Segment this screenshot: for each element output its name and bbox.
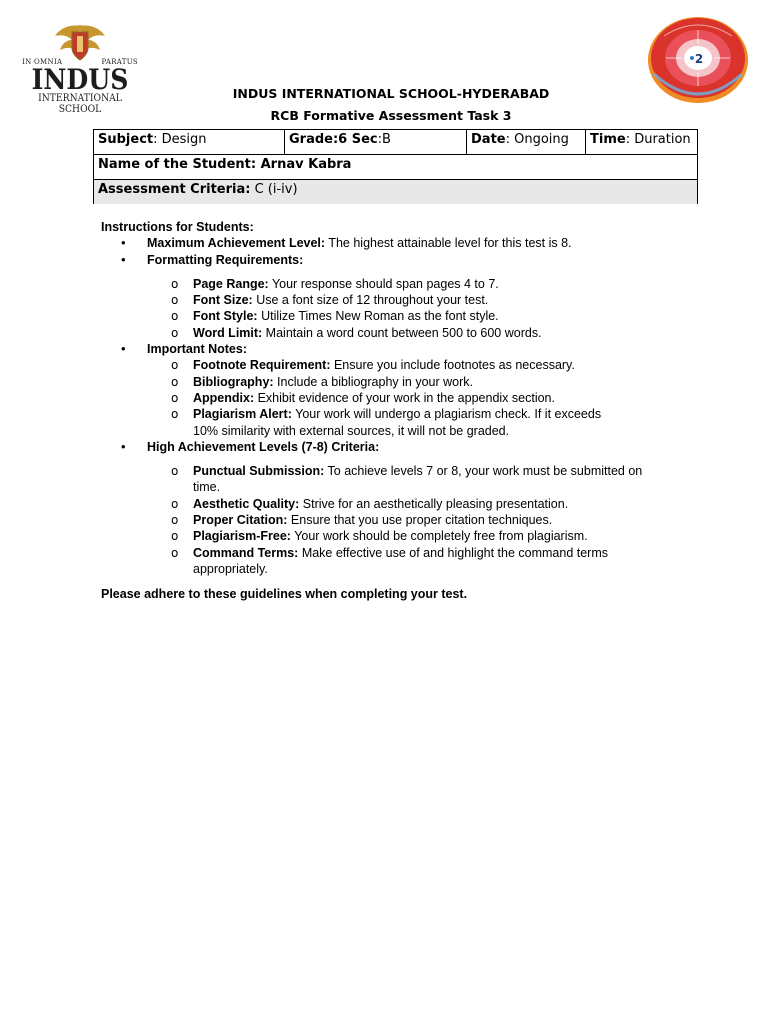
subject-cell: Subject: Design [94, 130, 285, 155]
circle-bullet-icon: o [171, 464, 179, 479]
assessment-info-table [93, 129, 698, 204]
circle-bullet-icon: o [171, 325, 179, 340]
circle-bullet-icon: o [171, 496, 179, 511]
list-item: • Formatting Requirements: [121, 251, 304, 267]
circle-bullet-icon: o [171, 513, 179, 528]
school-title: INDUS INTERNATIONAL SCHOOL-HYDERABAD [232, 86, 550, 101]
list-item: o Punctual Submission: To achieve levels 7 or 8, your work must be submitted on time. [171, 464, 643, 495]
circle-bullet-icon: o [171, 407, 179, 422]
list-item: o Plagiarism-Free: Your work should be completely free from plagiarism. [171, 529, 588, 544]
circle-bullet-icon: o [171, 545, 179, 560]
bullet-icon: • [121, 341, 126, 357]
logo-motto-right: PARATUS [101, 58, 138, 66]
list-item: o Aesthetic Quality: Strive for an aesthetically pleasing presentation. [171, 496, 569, 511]
list-item: o Footnote Requirement: Ensure you include footnotes as necessary. [171, 358, 575, 373]
circle-bullet-icon: o [171, 374, 179, 389]
circle-bullet-icon: o [171, 390, 179, 405]
logo-subtitle: INTERNATIONAL SCHOOL [38, 93, 122, 115]
list-item: • Maximum Achievement Level: The highest attainable level for this test is 8. [121, 235, 572, 251]
student-name-cell: Name of the Student: Arnav Kabra [94, 155, 698, 180]
list-item: o Word Limit: Maintain a word count between 500 to 600 words. [171, 325, 542, 340]
date-cell: Date: Ongoing [467, 130, 586, 155]
list-item: o Command Terms: Make effective use of and highlight the command terms appropriately. [171, 545, 608, 576]
instructions-section [101, 219, 701, 603]
grade-cell: Grade:6 Sec:B [285, 130, 467, 155]
list-item: o Plagiarism Alert: Your work will undergo a plagiarism check. If it exceeds 10% similarity with external sources, it will not be graded. [171, 407, 602, 438]
bullet-icon: • [121, 251, 126, 267]
logo-motto-left: IN OMNIA [22, 58, 63, 66]
list-item: o Bibliography: Include a bibliography in your work. [171, 374, 473, 389]
logo-name: INDUS [31, 63, 129, 96]
list-item: o Proper Citation: Ensure that you use proper citation techniques. [171, 513, 553, 528]
time-cell: Time: Duration [586, 130, 698, 155]
bullet-icon: • [121, 438, 126, 454]
crest-icon [22, 22, 138, 62]
list-item: • High Achievement Levels (7-8) Criteria: [121, 438, 380, 454]
criteria-cell: Assessment Criteria: C (i-iv) [94, 180, 698, 205]
list-item: o Appendix: Exhibit evidence of your work in the appendix section. [171, 390, 555, 405]
task-title: RCB Formative Assessment Task 3 [270, 108, 512, 123]
circle-bullet-icon: o [171, 293, 179, 308]
instructions-heading: Instructions for Students: [101, 220, 254, 234]
closing-note: Please adhere to these guidelines when completing your test. [101, 587, 468, 602]
list-item: o Font Size: Use a font size of 12 throughout your test. [171, 293, 489, 308]
bullet-icon: • [121, 235, 126, 251]
circle-bullet-icon: o [171, 358, 179, 373]
list-item: o Font Style: Utilize Times New Roman as the font style. [171, 309, 499, 324]
circle-bullet-icon: o [171, 276, 179, 291]
circle-bullet-icon: o [171, 529, 179, 544]
circle-bullet-icon: o [171, 309, 179, 324]
list-item: o Page Range: Your response should span pages 4 to 7. [171, 276, 499, 291]
logo-number: 2 [694, 52, 704, 66]
list-item: • Important Notes: [121, 341, 247, 357]
